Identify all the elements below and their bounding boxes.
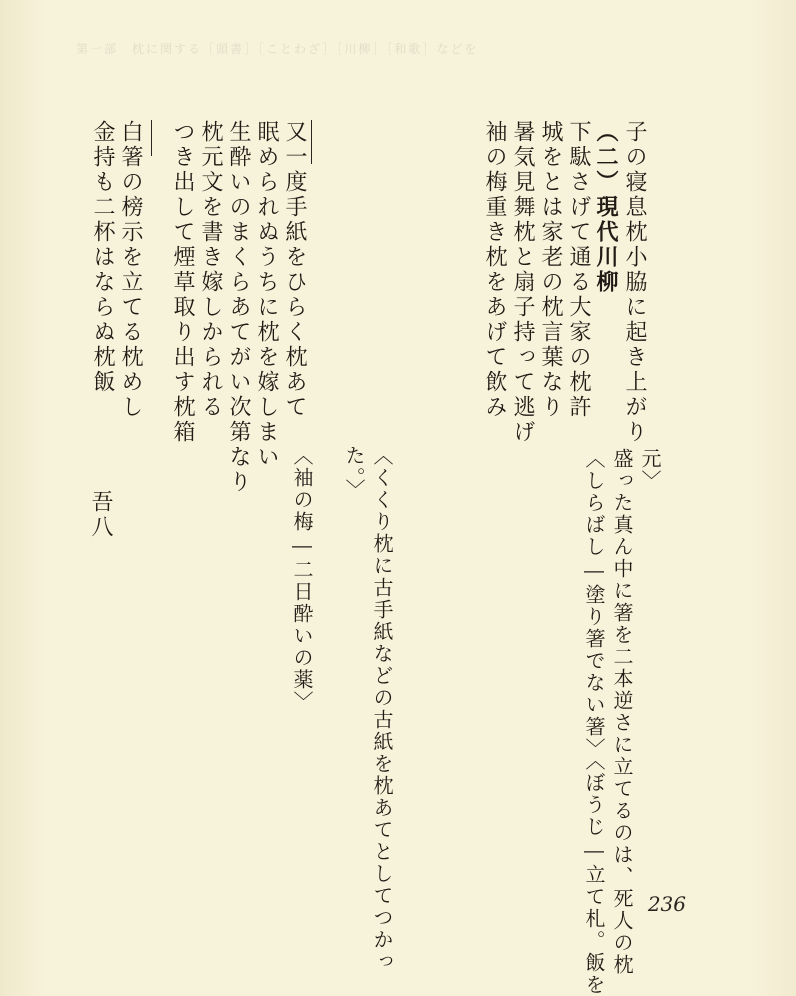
section-heading: （二）現代川柳	[593, 120, 619, 295]
commentary-line-2: 盛った真ん中に箸を二本逆さに立てるのは、死人の枕	[610, 448, 634, 976]
poem-5: 生酔いのまくらあてがい次第なり	[226, 120, 251, 495]
commentary-line-4: 〈くくり枕に古手紙などの古紙を枕あてとしてつかっ	[370, 445, 394, 973]
annotation-mark	[311, 120, 312, 164]
annotation-mark	[151, 120, 152, 156]
poem-4: 枕元文を書き嫁しかられる	[198, 120, 223, 420]
commentary-line-1: 〈しらばし―塗り箸でない箸〉〈ぼうじ―立て札。飯を	[582, 448, 606, 996]
poem-1: 金持も二杯はならぬ枕飯	[90, 120, 115, 395]
commentary-line-6: 〈袖の梅―二日酔いの薬〉	[290, 445, 314, 713]
author: 吾八	[88, 490, 113, 540]
poem-6: 眠められぬうちに枕を嫁しまい	[254, 120, 279, 470]
poem-8: 袖の梅重き枕をあげて飲み	[482, 120, 507, 420]
poem-9: 暑気見舞枕と扇子持って逃げ	[510, 120, 535, 445]
poem-10: 城をとは家老の枕言葉なり	[538, 120, 563, 420]
bleed-through-text: 第一部 枕に関する［頭書］［ことわざ］［川柳］［和歌］などを	[76, 42, 479, 56]
poem-12: 子の寝息枕小脇に起き上がり	[622, 120, 647, 445]
poem-3: つき出して煙草取り出す枕箱	[170, 120, 195, 445]
poem-7: 又一度手紙をひらく枕あて	[282, 120, 307, 420]
commentary-line-3: 元〉	[638, 448, 662, 492]
commentary-line-5: た。〉	[342, 445, 366, 501]
page-number: 236	[647, 892, 686, 916]
poem-11: 下駄さげて通る大家の枕許	[566, 120, 591, 420]
poem-2: 白箸の榜示を立てる枕めし	[118, 120, 143, 420]
